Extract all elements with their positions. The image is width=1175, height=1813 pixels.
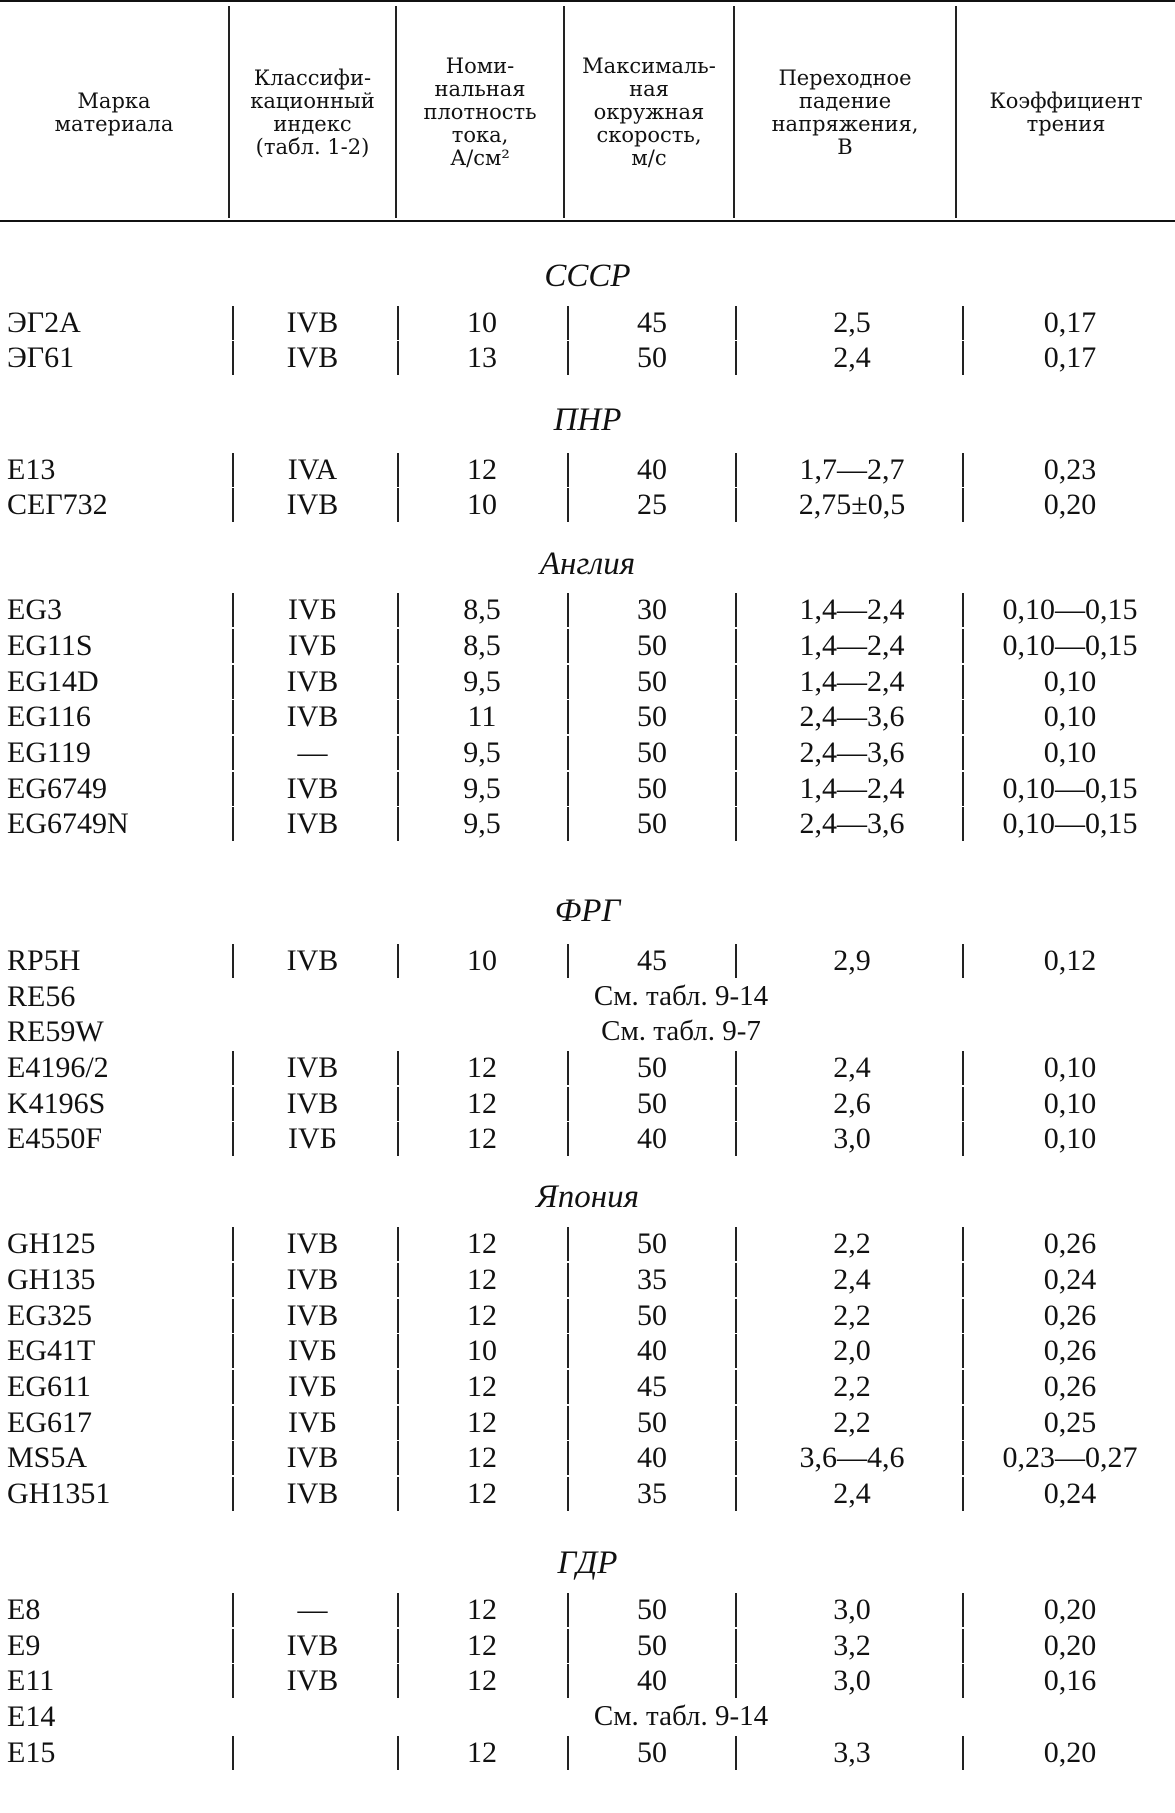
table-cell: 0,10—0,15 [1002, 772, 1138, 805]
table-cell: 0,16 [1043, 1664, 1097, 1697]
table-cell: 10 [467, 944, 497, 977]
cross-reference-note: См. табл. 9-7 [601, 1015, 761, 1047]
table-cell: 0,10 [1043, 1122, 1097, 1155]
table-cell: 2,2 [833, 1370, 871, 1403]
table-row [0, 943, 1175, 978]
table-row [0, 592, 1175, 627]
table-cell: 3,3 [833, 1736, 871, 1769]
header-voltage-drop: Переходное падение напряжения, В [771, 65, 919, 159]
table-cell: 40 [637, 1441, 667, 1474]
header-current-density: Номи- нальная плотность тока, А/см² [423, 54, 537, 170]
table-cell: EG611 [7, 1370, 91, 1403]
table-cell: 50 [637, 1629, 667, 1662]
table-cell: 2,4 [833, 1263, 871, 1296]
table-cell: E4550F [7, 1122, 103, 1155]
table-cell: 50 [637, 629, 667, 662]
table-cell: EG325 [7, 1299, 92, 1332]
table-cell: 2,4 [833, 1051, 871, 1084]
table-row [0, 452, 1175, 487]
header-bottom-rule [0, 220, 1175, 222]
table-cell: IVB [286, 1441, 339, 1474]
table-cell: 35 [637, 1477, 667, 1510]
table-cell: 0,17 [1043, 341, 1097, 374]
header-classification-index: Классифи- кационный индекс (табл. 1-2) [250, 65, 375, 159]
table-row [0, 1628, 1175, 1663]
table-cell: 0,12 [1043, 944, 1097, 977]
table-cell: 50 [637, 341, 667, 374]
table-cell: 50 [637, 1736, 667, 1769]
table-cell: 50 [637, 700, 667, 733]
table-row [0, 340, 1175, 375]
table-row [0, 1014, 1175, 1049]
cross-reference-note: См. табл. 9-14 [593, 1700, 769, 1732]
table-row [0, 1121, 1175, 1156]
table-cell: 0,10—0,15 [1002, 593, 1138, 626]
table-cell: 2,75±0,5 [798, 488, 906, 521]
table-cell: 3,0 [833, 1593, 871, 1626]
table-cell: EG6749N [7, 807, 129, 840]
table-cell: IVB [286, 306, 339, 339]
table-row [0, 806, 1175, 841]
table-cell: 45 [637, 1370, 667, 1403]
section-title: Англия [539, 546, 636, 582]
table-row [0, 1369, 1175, 1404]
table-cell: 2,0 [833, 1334, 871, 1367]
table-cell: 40 [637, 1664, 667, 1697]
table-cell: 8,5 [463, 629, 501, 662]
table-cell: IVA [287, 453, 338, 486]
table-cell: 0,23 [1043, 453, 1097, 486]
table-cell: 2,2 [833, 1299, 871, 1332]
table-cell: 0,26 [1043, 1299, 1097, 1332]
header-material-grade: Марка материала [54, 88, 174, 136]
section-title: ПНР [553, 402, 622, 438]
table-cell: 12 [467, 1441, 497, 1474]
table-cell: ЭГ2А [7, 306, 81, 339]
table-cell: 12 [467, 1593, 497, 1626]
section-title: СССР [544, 258, 631, 294]
table-cell: IVB [286, 1087, 339, 1120]
table-cell: 12 [467, 1227, 497, 1260]
table-cell: 0,24 [1043, 1477, 1097, 1510]
table-cell: 40 [637, 453, 667, 486]
table-cell: 12 [467, 1299, 497, 1332]
table-cell: 45 [637, 306, 667, 339]
table-cell: IVB [286, 488, 339, 521]
table-cell: 0,23—0,27 [1002, 1441, 1138, 1474]
table-cell: 12 [467, 1664, 497, 1697]
table-row [0, 1333, 1175, 1368]
table-cell: IVБ [288, 1334, 337, 1367]
table-row [0, 979, 1175, 1014]
table-cell: 3,6—4,6 [799, 1441, 905, 1474]
header-friction-coefficient: Коэффициент трения [989, 88, 1143, 136]
table-cell: IVB [286, 1664, 339, 1697]
table-cell: EG11S [7, 629, 93, 662]
table-cell: 40 [637, 1334, 667, 1367]
table-cell: 2,4 [833, 1477, 871, 1510]
table-cell: 0,10—0,15 [1002, 807, 1138, 840]
table-cell: ЭГ61 [7, 341, 75, 374]
table-cell: CEГ732 [7, 488, 108, 521]
table-cell: 0,10 [1043, 665, 1097, 698]
table-cell: RP5H [7, 944, 81, 977]
table-cell: 10 [467, 488, 497, 521]
table-cell: E13 [7, 453, 56, 486]
table-cell: EG6749 [7, 772, 107, 805]
table-cell: 50 [637, 1227, 667, 1260]
table-row [0, 1086, 1175, 1121]
table-cell: E8 [7, 1593, 41, 1626]
table-cell: E11 [7, 1664, 55, 1697]
table-cell: GH135 [7, 1263, 96, 1296]
table-cell: IVБ [288, 593, 337, 626]
table-cell: 2,4—3,6 [799, 807, 905, 840]
table-cell: EG119 [7, 736, 91, 769]
table-cell: EG617 [7, 1406, 92, 1439]
table-cell: 9,5 [463, 772, 501, 805]
table-cell: 25 [637, 488, 667, 521]
table-cell: 2,5 [833, 306, 871, 339]
table-cell: 50 [637, 807, 667, 840]
table-cell: 12 [467, 1051, 497, 1084]
table-cell: 12 [467, 1370, 497, 1403]
table-cell: IVB [286, 1299, 339, 1332]
table-cell: 2,2 [833, 1227, 871, 1260]
table-cell: 12 [467, 453, 497, 486]
table-cell: 13 [467, 341, 497, 374]
table-cell: 2,2 [833, 1406, 871, 1439]
table-cell: 0,10 [1043, 736, 1097, 769]
table-cell: 2,4—3,6 [799, 736, 905, 769]
table-cell: RE59W [7, 1015, 104, 1048]
table-cell: EG3 [7, 593, 62, 626]
table-cell: EG116 [7, 700, 91, 733]
table-cell: — [297, 1593, 328, 1626]
table-cell: 12 [467, 1477, 497, 1510]
table-cell: E4196/2 [7, 1051, 109, 1084]
table-cell: 10 [467, 1334, 497, 1367]
section-title: ГДР [557, 1545, 618, 1581]
table-cell: IVБ [288, 1406, 337, 1439]
table-cell [230, 1735, 395, 1770]
table-cell: 1,4—2,4 [799, 629, 905, 662]
table-cell: GH1351 [7, 1477, 111, 1510]
table-cell: 45 [637, 944, 667, 977]
table-cell: 0,26 [1043, 1370, 1097, 1403]
table-row [0, 1226, 1175, 1261]
table-cell: 40 [637, 1122, 667, 1155]
table-cell: IVB [286, 1051, 339, 1084]
table-cell: 50 [637, 665, 667, 698]
table-cell: 50 [637, 1406, 667, 1439]
header-max-speed: Максималь- ная окружная скорость, м/с [582, 54, 716, 170]
table-cell: 3,0 [833, 1664, 871, 1697]
table-cell: 50 [637, 1299, 667, 1332]
table-row [0, 771, 1175, 806]
section-title: ФРГ [554, 893, 621, 929]
table-cell: 0,20 [1043, 1593, 1097, 1626]
table-cell: IVB [286, 807, 339, 840]
table-top-rule [0, 0, 1175, 2]
table-row [0, 1440, 1175, 1475]
table-row [0, 305, 1175, 340]
table-cell: IVB [286, 665, 339, 698]
table-cell: E15 [7, 1736, 56, 1769]
table-cell: IVБ [288, 1122, 337, 1155]
table-row [0, 699, 1175, 734]
table-cell: 0,10 [1043, 1051, 1097, 1084]
table-cell: IVB [286, 1227, 339, 1260]
table-row [0, 628, 1175, 663]
table-cell: 30 [637, 593, 667, 626]
table-cell: 9,5 [463, 665, 501, 698]
table-row [0, 1663, 1175, 1698]
table-cell: IVБ [288, 629, 337, 662]
table-cell: 0,26 [1043, 1334, 1097, 1367]
table-cell: EG41T [7, 1334, 96, 1367]
table-cell: IVB [286, 772, 339, 805]
table-row [0, 735, 1175, 770]
table-cell: 50 [637, 772, 667, 805]
table-cell: 0,20 [1043, 1736, 1097, 1769]
table-cell: 0,25 [1043, 1406, 1097, 1439]
table-cell: 0,20 [1043, 1629, 1097, 1662]
table-cell: MS5A [7, 1441, 88, 1474]
table-cell: 1,7—2,7 [799, 453, 905, 486]
table-cell: 35 [637, 1263, 667, 1296]
table-cell: — [297, 736, 328, 769]
table-cell: 3,2 [833, 1629, 871, 1662]
table-cell: IVB [286, 1629, 339, 1662]
table-cell: E14 [7, 1700, 56, 1733]
table-cell: 1,4—2,4 [799, 772, 905, 805]
table-row [0, 1262, 1175, 1297]
table-cell: 12 [467, 1629, 497, 1662]
table-cell: 10 [467, 306, 497, 339]
table-row [0, 1699, 1175, 1734]
table-cell: IVБ [288, 1370, 337, 1403]
table-cell: E9 [7, 1629, 41, 1662]
section-title: Япония [536, 1179, 639, 1215]
table-cell: 8,5 [463, 593, 501, 626]
table-cell: 0,26 [1043, 1227, 1097, 1260]
table-cell: 2,4—3,6 [799, 700, 905, 733]
table-cell: IVB [286, 700, 339, 733]
table-cell: EG14D [7, 665, 99, 698]
table-cell: 12 [467, 1406, 497, 1439]
table-cell: 12 [467, 1263, 497, 1296]
table-cell: IVB [286, 1263, 339, 1296]
table-cell: 0,17 [1043, 306, 1097, 339]
table-cell: 3,0 [833, 1122, 871, 1155]
table-cell: 2,9 [833, 944, 871, 977]
table-row [0, 1476, 1175, 1511]
table-cell: 12 [467, 1122, 497, 1155]
table-row [0, 487, 1175, 522]
table-row [0, 664, 1175, 699]
table-row [0, 1405, 1175, 1440]
table-cell: 0,10 [1043, 1087, 1097, 1120]
cross-reference-note: См. табл. 9-14 [593, 980, 769, 1012]
table-cell: IVB [286, 1477, 339, 1510]
table-cell: 50 [637, 1593, 667, 1626]
table-cell: 2,6 [833, 1087, 871, 1120]
table-cell: 11 [467, 700, 497, 733]
table-cell: 50 [637, 1087, 667, 1120]
table-row [0, 1735, 1175, 1770]
table-cell: IVB [286, 944, 339, 977]
table-cell: 0,24 [1043, 1263, 1097, 1296]
table-cell: 0,10 [1043, 700, 1097, 733]
table-cell: 50 [637, 1051, 667, 1084]
table-cell: 50 [637, 736, 667, 769]
table-cell: K4196S [7, 1087, 106, 1120]
table-cell: 1,4—2,4 [799, 593, 905, 626]
table-cell: 12 [467, 1087, 497, 1120]
table-row [0, 1050, 1175, 1085]
table-row [0, 1592, 1175, 1627]
table-cell: RE56 [7, 980, 76, 1013]
table-row [0, 1298, 1175, 1333]
table-cell: 9,5 [463, 736, 501, 769]
table-cell: GH125 [7, 1227, 96, 1260]
table-cell: 0,20 [1043, 488, 1097, 521]
table-cell: IVB [286, 341, 339, 374]
table-cell: 0,10—0,15 [1002, 629, 1138, 662]
table-cell: 12 [467, 1736, 497, 1769]
table-cell: 9,5 [463, 807, 501, 840]
table-cell: 1,4—2,4 [799, 665, 905, 698]
table-cell: 2,4 [833, 341, 871, 374]
